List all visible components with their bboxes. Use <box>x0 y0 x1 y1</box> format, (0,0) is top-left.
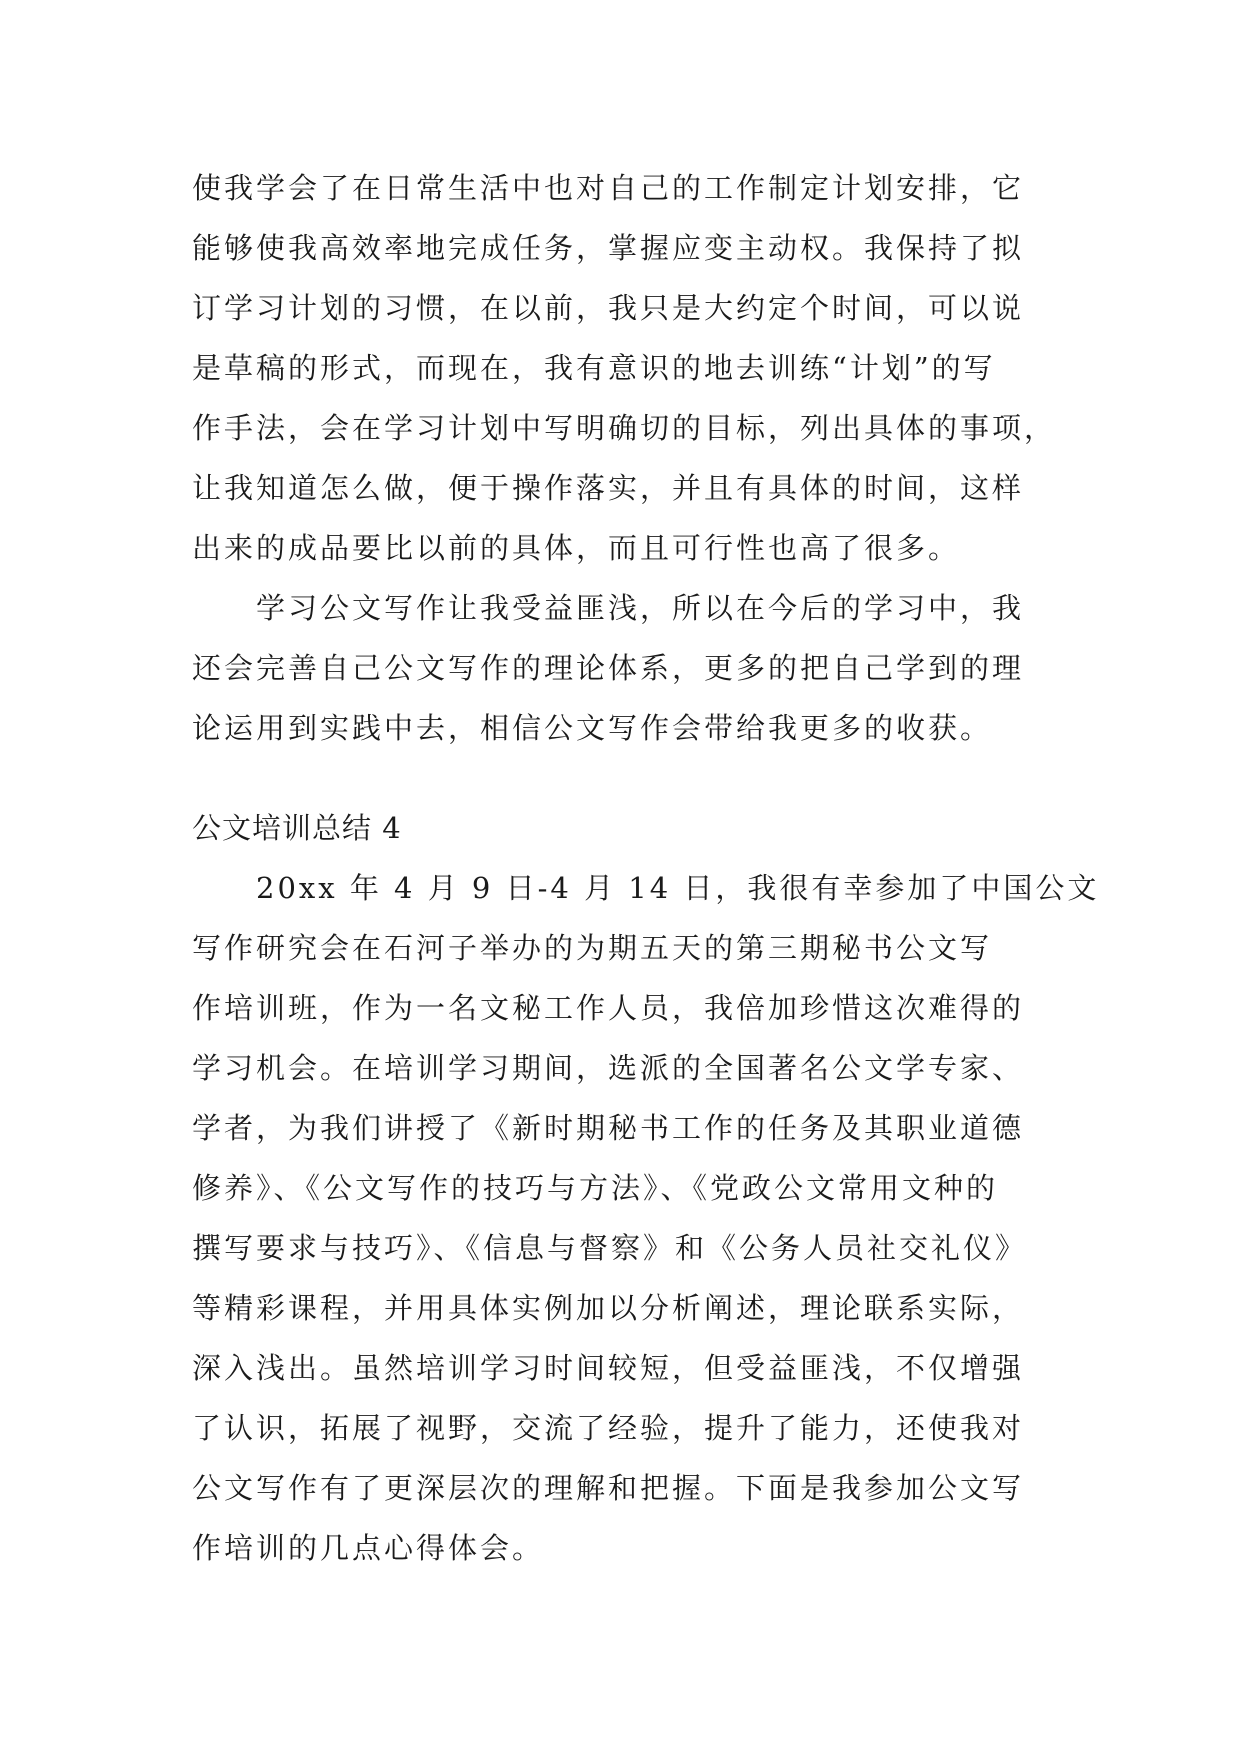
text-line: 写作研究会在石河子举办的为期五天的第三期秘书公文写 <box>192 931 993 965</box>
text-line: 深入浅出。虽然培训学习时间较短，但受益匪浅，不仅增强 <box>192 1351 1025 1385</box>
text-line: 作手法，会在学习计划中写明确切的目标，列出具体的事项， <box>192 411 1057 445</box>
text-line: 学习公文写作让我受益匪浅，所以在今后的学习中，我 <box>256 591 1025 625</box>
paragraph-conclusion <box>192 578 1052 758</box>
paragraph-planning-habits <box>192 158 1057 578</box>
text-line: 修养》、《公文写作的技巧与方法》、《党政公文常用文种的 <box>192 1171 999 1205</box>
text-line: 还会完善自己公文写作的理论体系，更多的把自己学到的理 <box>192 651 1025 685</box>
text-line: 让我知道怎么做，便于操作落实，并且有具体的时间，这样 <box>192 471 1025 505</box>
document-body <box>192 158 1100 1578</box>
text-line: 了认识，拓展了视野，交流了经验，提升了能力，还使我对 <box>192 1411 1025 1445</box>
text-line: 等精彩课程，并用具体实例加以分析阐述，理论联系实际， <box>192 1291 1025 1325</box>
text-line: 是草稿的形式，而现在，我有意识的地去训练“计划”的写 <box>192 351 996 385</box>
text-line: 公文写作有了更深层次的理解和把握。下面是我参加公文写 <box>192 1471 1025 1505</box>
section-heading: 公文培训总结 4 <box>192 811 402 845</box>
text-line: 撰写要求与技巧》、《信息与督察》和《公务人员社交礼仪》 <box>192 1231 1028 1265</box>
text-line: 学者，为我们讲授了《新时期秘书工作的任务及其职业道德 <box>192 1111 1025 1145</box>
paragraph-training-summary <box>192 858 1100 1578</box>
text-line: 论运用到实践中去，相信公文写作会带给我更多的收获。 <box>192 711 993 745</box>
text-line: 订学习计划的习惯，在以前，我只是大约定个时间，可以说 <box>192 291 1025 325</box>
text-line: 作培训班，作为一名文秘工作人员，我倍加珍惜这次难得的 <box>192 991 1025 1025</box>
text-line: 作培训的几点心得体会。 <box>192 1531 545 1565</box>
text-line: 学习机会。在培训学习期间，选派的全国著名公文学专家、 <box>192 1051 1025 1085</box>
text-line: 20xx 年 4 月 9 日-4 月 14 日，我很有幸参加了中国公文 <box>256 871 1100 905</box>
text-line: 能够使我高效率地完成任务，掌握应变主动权。我保持了拟 <box>192 231 1025 265</box>
text-line: 出来的成品要比以前的具体，而且可行性也高了很多。 <box>192 531 961 565</box>
text-line: 使我学会了在日常生活中也对自己的工作制定计划安排，它 <box>192 171 1025 205</box>
